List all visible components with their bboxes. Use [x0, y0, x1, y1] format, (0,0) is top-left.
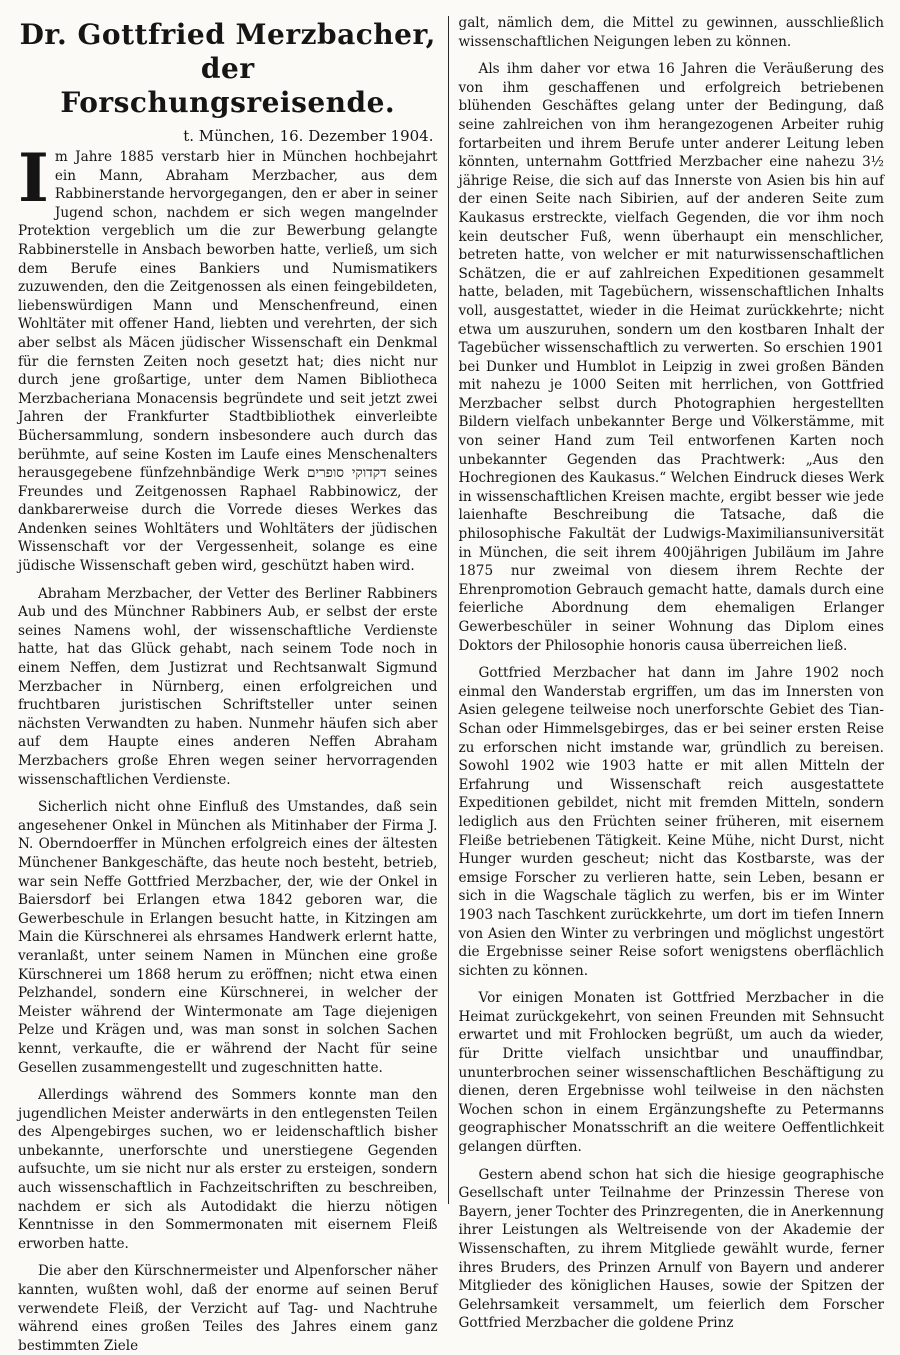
drop-cap: I: [18, 139, 49, 217]
paragraph: [18, 139, 438, 576]
paragraph: Sicherlich nicht ohne Einfluß des Umstandes, daß sein angesehener Onkel in München als Mitinhaber der Firma J. N. Oberndoerffer in München erfolgreich eines der ältesten Münchener Bankgeschäfte, das heute noch besteht, betrieb, war sein Neffe Gottfried Merzbacher, der, wie der Onkel in Baiersdorf bei Erlangen etwa 1842 geboren war, die Gewerbeschule in Erlangen besucht hatte, in Kitzingen am Main die Kürschnerei als ehrsames Handwerk erlernt hatte, veranlaßt, unter seinem Namen in München eine große Kürschnerei um 1868 herum zu eröffnen; nicht etwa einen Pelzhandel, sondern eine Kürschnerei, in welcher der Meister während der Wintermonate am Tage diejenigen Pelze und Krägen und, was man sonst in solchen Sachen kennt, verkaufte, die er während der Nacht für seine Gesellen zusammengestellt und zugeschnitten hatte.: [18, 799, 438, 1076]
paragraph: Als ihm daher vor etwa 16 Jahren die Veräußerung des von ihm geschaffenen und erfolgreich betriebenen blühenden Geschäftes gelang unter der Bedingung, daß seine zahlreichen von ihm herangezogenen Arbeiter ruhig fortarbeiten und ihrem Berufe unter anderer Leitung leben könnten, unternahm Gottfried Merzbacher eine nahezu 3½ jährige Reise, die sich auf das Innerste von Asien bis hin auf der einen Seite nach Sibirien, auf der anderen Seite zum Kaukasus erstreckte, vielfach Gegenden, die vor ihm noch kein deutscher Fuß, wenn überhaupt ein menschlicher, betreten hatte, von welcher er mit naturwissenschaftlichen Schätzen, die er auf zahlreichen Expeditionen gesammelt hatte, beladen, mit Tagebüchern, wissenschaftlichen Inhalts voll, ausgestattet, wieder in die Heimat zurückkehrte; nicht etwa um auszuruhen, sondern um den kostbaren Inhalt der Tagebücher wissenschaftlich zu verwerten. So erschien 1901 bei Dunker und Humblot in Leipzig in zwei großen Bänden mit nahezu je 1000 Seiten mit herrlichen, von Gottfried Merzbacher selbst durch Photographien hergestellten Bildern vielfach unbekannter Berge und Völkerstämme, mit von seiner Hand zum Teil entworfenen Karten noch unbekannter Gegenden das Prachtwerk: „Aus den Hochregionen des Kaukasus.“ Welchen Eindruck dieses Werk in wissenschaftlichen Kreisen machte, ergibt besser wie jede laienhafte Beschreibung die Tatsache, daß die philosophische Fakultät der Ludwigs-Maximiliansuniversität in München, die seit ihrem 400jährigen Jubiläum im Jahre 1875 nur zweimal von diesem ihrem Rechte der Ehrenpromotion Gebrauch gemacht hatte, damals durch eine feierliche Abordnung dem ehemaligen Erlanger Gewerbeschüler in seiner Wohnung das Diplom eines Doktors der Philosophie honoris causa überreichen ließ.: [458, 61, 884, 654]
paragraph: galt, nämlich dem, die Mittel zu gewinnen, ausschließlich wissenschaftlichen Neigungen leben zu können.: [458, 15, 884, 50]
paragraph-text: m Jahre 1885 verstarb hier in München hochbejahrt ein Mann, Abraham Merzbacher, aus dem Rabbinerstande hervorgegangen, den er aber in seiner Jugend schon, nachdem er sich wegen mangelnder Protektion vergeblich um die zur Bewerbung gelangte Rabbinerstelle in Ansbach beworben hatte, verließ, um sich dem Berufe eines Bankiers und Numismatikers zuzuwenden, den die Zeitgenossen als einen feingebildeten, liebenswürdigen Mann und Menschenfreund, einen Wohltäter mit offener Hand, liebten und verehrten, der sich aber selbst als Mäcen jüdischer Wissenschaft ein Denkmal für die fernsten Zeiten noch gesetzt hat; dies nicht nur durch jene großartige, unter dem Namen Bibliotheca Merzbacheriana Monacensis begründete und seit jetzt zwei Jahren der Frankfurter Stadtbibliothek einverleibte Büchersammlung, sondern insbesondere auch durch das berühmte, auf seine Kosten im Laufe eines Menschenalters herausgegebene fünfzehnbändige Werk דקדוקי סופרים seines Freundes und Zeitgenossen Raphael Rabbinowicz, der dankbarerweise durch die Vorrede dieses Werkes das Andenken seines Wohltäters und Wohltäters der jüdischen Wissenschaft vor der Vergessenheit, solange es eine jüdische Wissenschaft geben wird, geschützt haben wird.: [18, 149, 438, 575]
left-column: [18, 14, 448, 1354]
paragraph: Die aber den Kürschnermeister und Alpenforscher näher kannten, wußten wohl, daß der enorme auf seinen Beruf verwendete Fleiß, der Verzicht auf Tag- und Nachtruhe während eines großen Teiles des Jahres einem ganz bestimmten Ziele: [18, 1263, 438, 1354]
dateline: t. München, 16. Dezember 1904.: [183, 127, 434, 145]
title-line-2: Forschungsreisende.: [60, 86, 396, 119]
title-line-1: Dr. Gottfried Merzbacher, der: [19, 18, 436, 85]
paragraph: Gottfried Merzbacher hat dann im Jahre 1902 noch einmal den Wanderstab ergriffen, um das im Innersten von Asien gelegene teilweise noch unerforschte Gebiet des Tian-Schan oder Himmelsgebirges, das er bei seiner ersten Reise zu erforschen nicht imstande war, gründlich zu bereisen. Sowohl 1902 wie 1903 hatte er mit allen Mitteln der Erfahrung und Wissenschaft reich ausgestattete Expeditionen gebildet, nicht mit fremden Mitteln, sondern lediglich aus den Früchten seiner früheren, mit eisernem Fleiße betriebenen Tätigkeit. Keine Mühe, nicht Durst, nicht Hunger wurden gescheut; nicht das Kostbarste, was der emsige Forscher zu verlieren hatte, sein Leben, besann er sich in die Wagschale täglich zu werfen, bis er im Winter 1903 nach Taschkent zurückkehrte, um dort im tiefen Innern von Asien den Winter zu verbringen und möglichst ungestört die Ergebnisse seiner Reise sofort wenigstens oberflächlich sichten zu können.: [458, 665, 884, 979]
paragraph: Allerdings während des Sommers konnte man den jugendlichen Meister anderwärts in den entlegensten Teilen des Alpengebirges suchen, wo er leidenschaftlich bisher unbekannte, unerforschte und unerstiegene Gegenden aufsuchte, um sie nicht nur als erster zu ersteigen, sondern auch wissenschaftlich in Fachzeitschriften zu beschreiben, nachdem er sich als Autodidakt die hierzu nötigen Kenntnisse in den Sommermonaten mit eisernem Fleiß erworben hatte.: [18, 1087, 438, 1252]
article-title: [18, 18, 438, 120]
paragraph: Vor einigen Monaten ist Gottfried Merzbacher in die Heimat zurückgekehrt, von seinen Freunden mit Sehnsucht erwartet und mit Frohlocken begrüßt, um auch da wieder, für Dritte vielfach unsichtbar und unauffindbar, ununterbrochen seiner wissenschaftlichen Beschäftigung zu dienen, deren Ergebnisse wohl teilweise in den nächsten Wochen schon in einem Ergänzungshefte zu Petermanns geographischer Monatsschrift an die weitere Oeffentlichkeit gelangen dürften.: [458, 990, 884, 1156]
paragraph: Gestern abend schon hat sich die hiesige geographische Gesellschaft unter Teilnahme der Prinzessin Therese von Bayern, jener Tochter des Prinzregenten, die in Anerkennung ihrer Leistungen als Weltreisende von der Akademie der Wissenschaften, zu ihrem Mitgliede gewählt wurde, ferner ihres Bruders, des Prinzen Arnulf von Bayern und anderer Mitglieder des königlichen Hauses, sowie der Spitzen der Gelehrsamkeit versammelt, um feierlich dem Forscher Gottfried Merzbacher die goldene Prinz: [458, 1166, 884, 1332]
right-column: [449, 14, 885, 1332]
paragraph: Abraham Merzbacher, der Vetter des Berliner Rabbiners Aub und des Münchner Rabbiners Aub, er selbst der erste seines Namens wohl, der wissenschaftliche Verdienste hatte, hat das Glück gehabt, nach seinem Tode noch in einem Neffen, dem Justizrat und Rechtsanwalt Sigmund Merzbacher in Nürnberg, einen erfolgreichen und fruchtbaren juristischen Schriftsteller unter seinen nächsten Verwandten zu haben. Nunmehr häufen sich aber auf dem Haupte eines anderen Neffen Abraham Merzbachers große Ehren wegen seiner hervorragenden wissenschaftlichen Verdienste.: [18, 585, 438, 788]
article-columns: [18, 14, 884, 1354]
